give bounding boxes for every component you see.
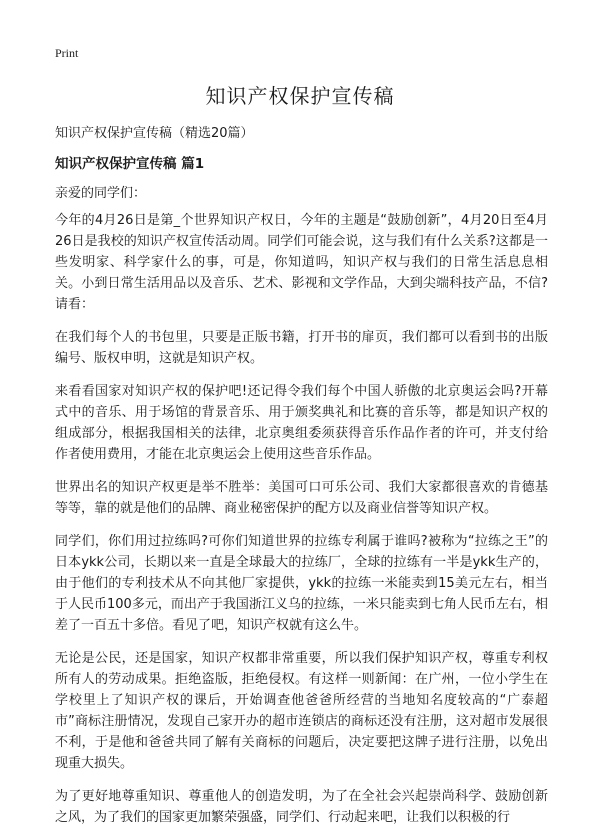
paragraph: 为了更好地尊重知识、尊重他人的创造发明，为了在全社会兴起崇尚科学、鼓励创新之风，为了我们的国家更加繁荣强盛，同学们、行动起来吧，让我们以积极的行: [55, 789, 548, 825]
paragraph: 同学们，你们用过拉练吗?可你们知道世界的拉练专利属于谁吗?被称为“拉练之王”的日本ykk公司，长期以来一直是全球最大的拉练厂，全球的拉练有一半是ykk生产的，由于他们的专利技术从不向其他厂家提供，ykk的拉练一米能卖到15美元左右，相当于人民币100多元，而出产于我国浙江义乌的拉练，一米只能卖到七角人民币左右，相差了一百五十多倍。看见了吧，知识产权就有这么牛。: [55, 534, 548, 633]
document-subtitle: 知识产权保护宣传稿（精选20篇）: [55, 126, 254, 141]
greeting: 亲爱的同学们：: [55, 186, 147, 201]
body-text: [55, 210, 548, 828]
paragraph: 在我们每个人的书包里，只要是正版书籍，打开书的扉页，我们都可以看到书的出版编号、版权申明，这就是知识产权。: [55, 330, 548, 366]
section-heading: 知识产权保护宣传稿 篇1: [55, 156, 205, 172]
paragraph: 无论是公民，还是国家，知识产权都非常重要，所以我们保护知识产权，尊重专利权所有人的劳动成果。拒绝盗版，拒绝侵权。有这样一则新闻：在广州，一位小学生在学校里上了知识产权的课后，开始调查他爸爸所经营的当地知名度较高的“广泰超市”商标注册情况，发现自己家开办的超市连锁店的商标还没有注册，这对超市发展很不利，于是他和爸爸共同了解有关商标的问题后，决定要把这牌子进行注册，以免出现重大损失。: [55, 651, 548, 771]
page-title: 知识产权保护宣传稿: [205, 84, 395, 108]
paragraph: 来看看国家对知识产权的保护吧!还记得令我们每个中国人骄傲的北京奥运会吗?开幕式中的音乐、用于场馆的背景音乐、用于颁奖典礼和比赛的音乐等，都是知识产权的组成部分，根据我国相关的法律，北京奥组委须获得音乐作品作者的许可，并支付给作者使用费用，才能在北京奥运会上使用这些音乐作品。: [55, 384, 548, 462]
print-label: Print: [55, 46, 79, 60]
paragraph: 世界出名的知识产权更是举不胜举：美国可口可乐公司、我们大家都很喜欢的肯德基等等，靠的就是他们的品牌、商业秘密保护的配方以及商业信誉等知识产权。: [55, 480, 548, 516]
paragraph: 今年的4月26日是第_个世界知识产权日，今年的主题是“鼓励创新”，4月20日至4月26日是我校的知识产权宣传活动周。同学们可能会说，这与我们有什么关系?这都是一些发明家、科学家什么的事，可是，你知道吗，知识产权与我们的日常生活息息相关。小到日常生活用品以及音乐、艺术、影视和文学作品，大到尖端科技产品，不信?请看：: [55, 213, 548, 312]
